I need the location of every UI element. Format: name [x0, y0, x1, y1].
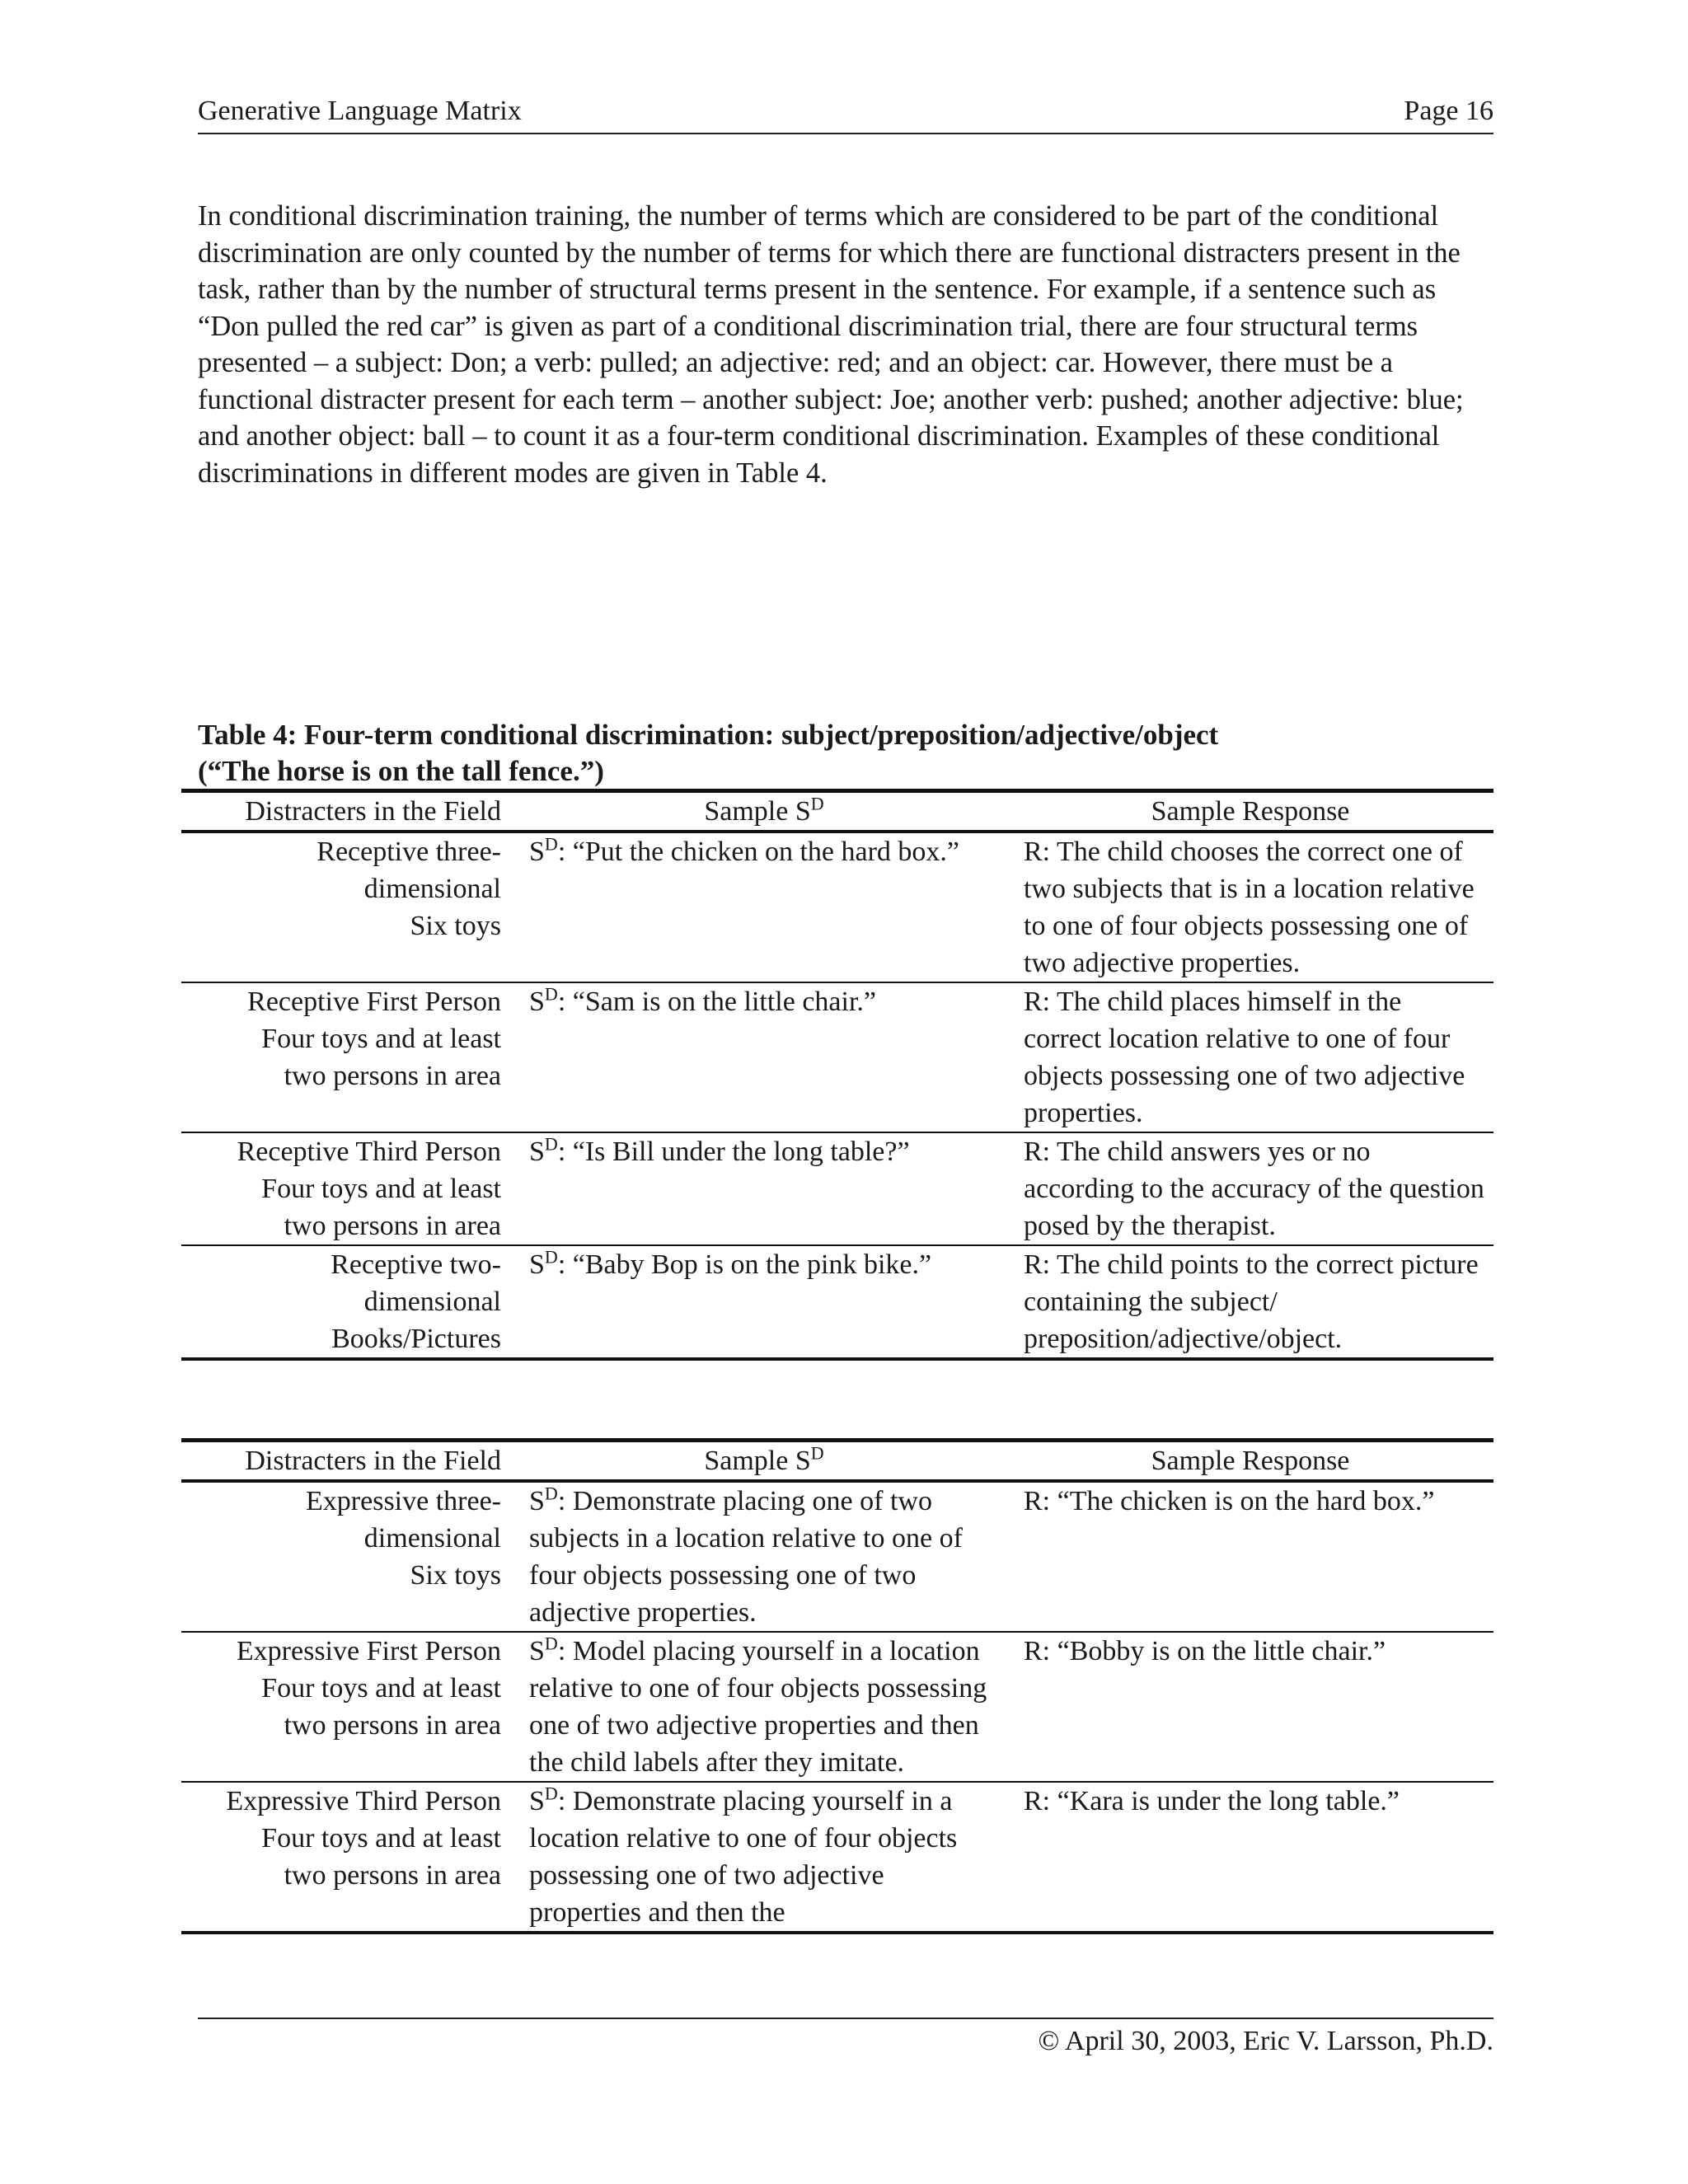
table-row [181, 1132, 1493, 1245]
column-header-sample-sd-sup: D [810, 793, 824, 814]
distracters-cell: Expressive three- dimensional Six toys [181, 1481, 521, 1632]
table-row [181, 1632, 1493, 1782]
column-header-sample-sd [521, 791, 1007, 832]
sample-sd-text: : “Baby Bop is on the pink bike.” [557, 1249, 932, 1280]
sample-response-cell: R: “Kara is under the long table.” [1007, 1782, 1493, 1933]
column-header-field: Distracters in the Field [181, 791, 521, 832]
sd-prefix: S [529, 1137, 545, 1167]
sample-sd-cell [521, 982, 1007, 1132]
sample-response-cell: R: The child points to the correct picture containing the subject/ preposition/adjective/object. [1007, 1245, 1493, 1359]
table-caption-example: (“The horse is on the tall fence.”) [198, 755, 604, 787]
distracters-cell: Receptive two- dimensional Books/Pictures [181, 1245, 521, 1359]
sample-sd-cell [521, 1245, 1007, 1359]
sample-response-cell: R: “The chicken is on the hard box.” [1007, 1481, 1493, 1632]
document-title: Generative Language Matrix [198, 96, 522, 126]
column-header-field: Distracters in the Field [181, 1441, 521, 1482]
sd-superscript: D [544, 1483, 558, 1504]
footer-rule [198, 2018, 1493, 2019]
column-header-sample-response: Sample Response [1007, 791, 1493, 832]
sample-sd-cell [521, 1481, 1007, 1632]
column-header-sample-sd-sup: D [810, 1442, 824, 1464]
sd-superscript: D [544, 1246, 558, 1268]
sample-sd-text: : “Sam is on the little chair.” [557, 987, 876, 1017]
column-header-sample-sd-label: Sample S [704, 796, 811, 827]
sample-sd-cell [521, 832, 1007, 982]
sample-sd-cell [521, 1632, 1007, 1782]
page-header [198, 95, 1493, 134]
intro-paragraph: In conditional discrimination training, the number of terms which are considered to be part of the conditional discrimination are only counted by the number of terms for which there are functional distracters present in the task, rather than by the number of structural terms present in the sentence. For example, if a sentence such as “Don pulled the red car” is given as part of a conditional discrimination trial, there are four structural terms presented – a subject: Don; a verb: pulled; an adjective: red; and an object: car. However, there must be a functional distracter present for each term – another subject: Joe; another verb: pushed; another adjective: blue; and another object: ball – to count it as a four-term conditional discrimination. Examples of these conditional discriminations in different modes are given in Table 4. [198, 200, 1464, 489]
table-header-row [181, 791, 1493, 832]
sample-response-cell: R: The child chooses the correct one of two subjects that is in a location relative to one of four objects possessing one of two adjective properties. [1007, 832, 1493, 982]
sd-superscript: D [544, 1633, 558, 1654]
sd-superscript: D [544, 833, 558, 855]
table-row [181, 1245, 1493, 1359]
sd-superscript: D [544, 1133, 558, 1155]
sd-prefix: S [529, 1786, 545, 1816]
sd-prefix: S [529, 1249, 545, 1280]
distracters-cell: Expressive First Person Four toys and at least two persons in area [181, 1632, 521, 1782]
sample-sd-text: : “Is Bill under the long table?” [557, 1137, 910, 1167]
distracters-cell: Receptive First Person Four toys and at least two persons in area [181, 982, 521, 1132]
sample-sd-cell [521, 1782, 1007, 1933]
sd-superscript: D [544, 983, 558, 1005]
sample-response-cell: R: The child places himself in the correct location relative to one of four objects possessing one of two adjective properties. [1007, 982, 1493, 1132]
column-header-sample-response: Sample Response [1007, 1441, 1493, 1482]
sample-sd-text: : Demonstrate placing one of two subjects in a location relative to one of four objects possessing one of two adjective properties. [529, 1486, 963, 1628]
table-caption [198, 717, 1517, 790]
sample-response-cell: R: “Bobby is on the little chair.” [1007, 1632, 1493, 1782]
sd-prefix: S [529, 1636, 545, 1666]
column-header-sample-sd-label: Sample S [704, 1446, 811, 1476]
sample-response-cell: R: The child answers yes or no according to the accuracy of the question posed by the therapist. [1007, 1132, 1493, 1245]
sd-superscript: D [544, 1783, 558, 1804]
sample-sd-text: : Demonstrate placing yourself in a location relative to one of four objects possessing one of two adjective properties and then the [529, 1786, 958, 1928]
distracters-cell: Expressive Third Person Four toys and at least two persons in area [181, 1782, 521, 1933]
distracters-cell: Receptive three- dimensional Six toys [181, 832, 521, 982]
distracters-cell: Receptive Third Person Four toys and at least two persons in area [181, 1132, 521, 1245]
sample-sd-cell [521, 1132, 1007, 1245]
expressive-table [181, 1438, 1493, 1934]
page-number: Page 16 [1404, 96, 1493, 126]
sample-sd-text: : “Put the chicken on the hard box.” [557, 837, 960, 867]
receptive-table [181, 789, 1493, 1361]
column-header-sample-sd [521, 1441, 1007, 1482]
table-row [181, 832, 1493, 982]
sd-prefix: S [529, 1486, 545, 1516]
table-row [181, 1782, 1493, 1933]
table-caption-title: Table 4: Four-term conditional discrimination: subject/preposition/adjective/object [198, 719, 1219, 751]
table-row [181, 1481, 1493, 1632]
sd-prefix: S [529, 987, 545, 1017]
table-header-row [181, 1441, 1493, 1482]
sample-sd-text: : Model placing yourself in a location relative to one of four objects possessing one of two adjective properties and then the child labels after they imitate. [529, 1636, 987, 1778]
table-row [181, 982, 1493, 1132]
copyright-footer: © April 30, 2003, Eric V. Larsson, Ph.D. [1038, 2026, 1493, 2056]
sd-prefix: S [529, 837, 545, 867]
